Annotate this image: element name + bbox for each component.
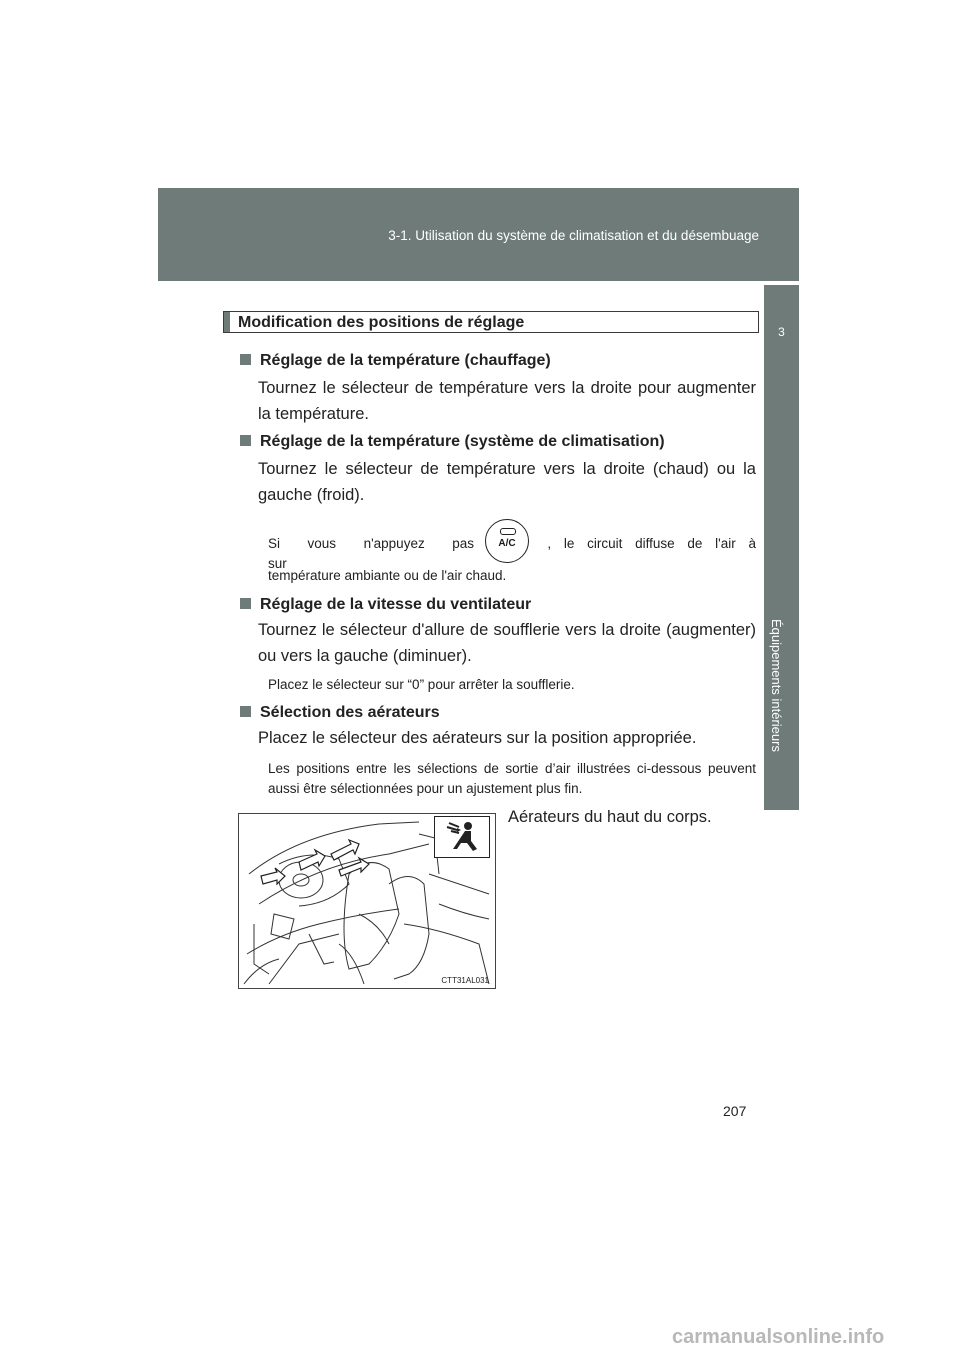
text-temp-ac: Tournez le sélecteur de température vers la droite (chaud) ou la gauche (froid). xyxy=(258,460,756,504)
page-number: 207 xyxy=(723,1103,747,1119)
section-header xyxy=(223,311,759,333)
note-fan-speed: Placez le sélecteur sur “0” pour arrêter la soufflerie. xyxy=(268,677,575,692)
bullet-square-icon xyxy=(240,435,251,446)
ac-indicator-slot xyxy=(500,528,516,535)
upper-body-vent-icon xyxy=(434,816,490,858)
bullet-square-icon xyxy=(240,354,251,365)
header-title: 3-1. Utilisation du système de climatisation et du désembuage xyxy=(388,228,759,243)
section-title: Modification des positions de réglage xyxy=(238,314,525,331)
chapter-tab xyxy=(764,285,799,390)
text-temp-heating: Tournez le sélecteur de température vers la droite pour augmenter la température. xyxy=(258,379,756,423)
note-ac-before: Si vous n'appuyez pas sur xyxy=(268,536,474,571)
ac-button-icon xyxy=(485,519,529,563)
heading-temp-ac: Réglage de la température (système de climatisation) xyxy=(240,433,665,451)
vent-mode-icon xyxy=(435,817,488,856)
ac-button-label: A/C xyxy=(498,538,516,549)
figure-caption: Aérateurs du haut du corps. xyxy=(508,808,712,826)
chapter-number: 3 xyxy=(778,325,785,339)
note-ac-line2: température ambiante ou de l'air chaud. xyxy=(268,568,507,583)
bullet-square-icon xyxy=(240,598,251,609)
text-vents: Placez le sélecteur des aérateurs sur la position appropriée. xyxy=(258,729,697,747)
heading-temp-heating: Réglage de la température (chauffage) xyxy=(240,352,551,370)
bullet-square-icon xyxy=(240,706,251,717)
header-bar xyxy=(158,188,799,281)
figure-code: CTT31AL031 xyxy=(441,976,489,985)
heading-vents: Sélection des aérateurs xyxy=(240,704,440,722)
note-ac-after: , le circuit diffuse de l'air à xyxy=(547,536,756,551)
watermark: carmanualsonline.info xyxy=(672,1326,885,1348)
chapter-label: Équipements intérieurs xyxy=(769,619,784,752)
heading-fan-speed: Réglage de la vitesse du ventilateur xyxy=(240,596,531,614)
note-vents: Les positions entre les sélections de sortie d’air illustrées ci-dessous peuvent aussi être sélectionnées pour un ajustement plus fin. xyxy=(268,761,756,796)
text-fan-speed: Tournez le sélecteur d'allure de soufflerie vers la droite (augmenter) ou vers la gauche (diminuer). xyxy=(258,621,756,665)
